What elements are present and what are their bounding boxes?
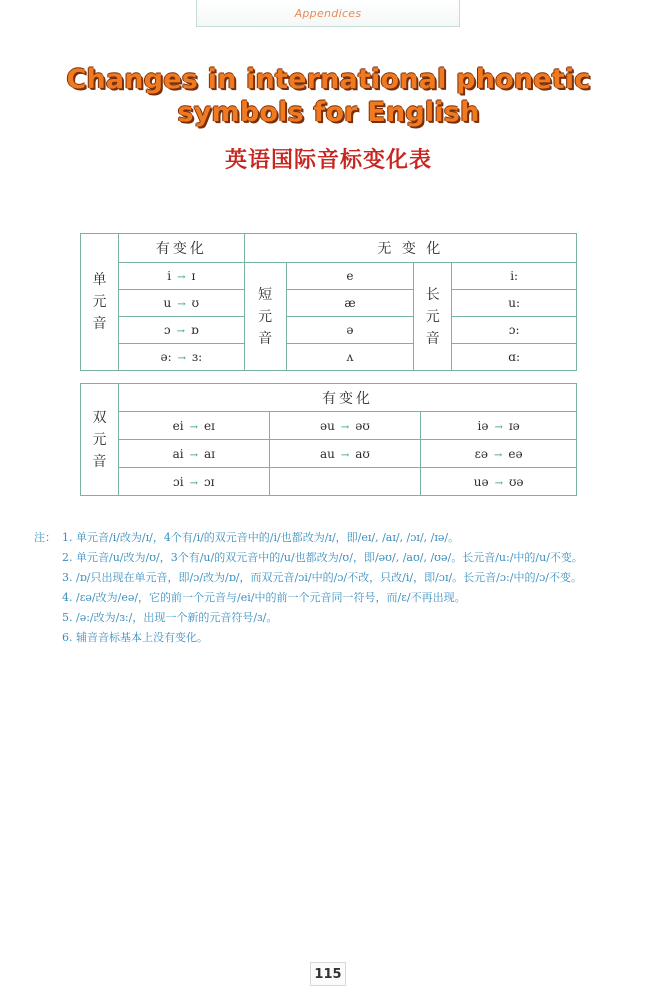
mono-change-3: ɔ → ɒ	[118, 317, 244, 344]
long-vowel-1: i:	[452, 263, 577, 290]
arrow-icon: →	[494, 421, 503, 433]
notes	[34, 528, 624, 648]
diphthong-header: 有变化	[118, 384, 576, 412]
note-item: 5. /ə:/改为/ɜ:/，出现一个新的元音符号/ɜ/。	[62, 611, 278, 624]
diph-empty-cell	[269, 468, 421, 496]
mono-change-2: u → ʊ	[118, 290, 244, 317]
arrow-icon: →	[340, 421, 350, 433]
note-item: 2. 单元音/u/改为/ʊ/，3个有/u/的双元音中的/u/也都改为/ʊ/，即/əʊ/, /aʊ/, /ʊə/。长元音/u:/中的/u/不变。	[62, 551, 583, 564]
mono-change-4: ə: → ɜ:	[118, 344, 244, 371]
note-item: 3. /ɒ/只出现在单元音，即/ɔ/改为/ɒ/，而双元音/ɔi/中的/ɔ/不改，只改/i/，即/ɔɪ/。长元音/ɔ:/中的/ɔ/不变。	[62, 571, 583, 584]
arrow-icon: →	[189, 449, 198, 461]
arrow-icon: →	[176, 326, 186, 337]
short-vowel-4: ʌ	[286, 344, 414, 371]
arrow-icon: →	[340, 449, 350, 461]
changed-header: 有变化	[118, 234, 244, 263]
unchanged-header: 无 变 化	[244, 234, 576, 263]
monophthong-label: 单 元 音	[81, 234, 119, 371]
long-vowel-2: u:	[452, 290, 577, 317]
long-vowel-label: 长 元 音	[414, 263, 452, 371]
short-vowel-label: 短 元 音	[244, 263, 286, 371]
long-vowel-4: ɑ:	[452, 344, 577, 371]
monophthong-table	[80, 233, 577, 371]
arrow-icon: →	[189, 477, 198, 489]
long-vowel-3: ɔ:	[452, 317, 577, 344]
note-item: 4. /ɛə/改为/eə/，它的前一个元音与/ei/中的前一个元音同一符号，而/ɛ/不再出现。	[62, 591, 466, 604]
diph-change-ea: ɛə → eə	[421, 440, 577, 468]
arrow-icon: →	[494, 449, 503, 461]
diph-change-ua: uə → ʊə	[421, 468, 577, 496]
short-vowel-2: æ	[286, 290, 414, 317]
english-title-line-1: Changes in international phonetic	[66, 64, 591, 95]
english-title	[0, 63, 657, 129]
diph-change-au: au → aʊ	[269, 440, 421, 468]
page-number: 115	[310, 962, 346, 986]
section-header-tab	[196, 0, 460, 27]
arrow-icon: →	[177, 299, 186, 310]
notes-prefix: 注：	[34, 531, 56, 544]
mono-change-1: i → ɪ	[118, 263, 244, 290]
arrow-icon: →	[177, 272, 186, 283]
chinese-title: 英语国际音标变化表	[224, 147, 432, 173]
section-label: Appendices	[294, 6, 362, 20]
arrow-icon: →	[189, 421, 198, 433]
diph-change-ei: ei → eɪ	[118, 412, 269, 440]
note-item: 6. 辅音音标基本上没有变化。	[62, 631, 208, 644]
diph-change-ai: ai → aɪ	[118, 440, 269, 468]
diphthong-table	[80, 383, 577, 496]
diph-change-ie: iə → ɪə	[421, 412, 577, 440]
short-vowel-3: ə	[286, 317, 414, 344]
english-title-line-2: symbols for English	[177, 97, 480, 128]
diphthong-label: 双 元 音	[81, 384, 119, 496]
short-vowel-1: e	[286, 263, 414, 290]
arrow-icon: →	[494, 477, 503, 489]
note-item: 注： 1. 单元音/i/改为/ɪ/，4个有/i/的双元音中的/i/也都改为/ɪ/，即/eɪ/, /aɪ/, /ɔɪ/, /ɪə/。	[34, 528, 624, 548]
diph-change-oi: ɔi → ɔɪ	[118, 468, 269, 496]
arrow-icon: →	[177, 353, 187, 364]
diph-change-ou: əu → əʊ	[269, 412, 421, 440]
